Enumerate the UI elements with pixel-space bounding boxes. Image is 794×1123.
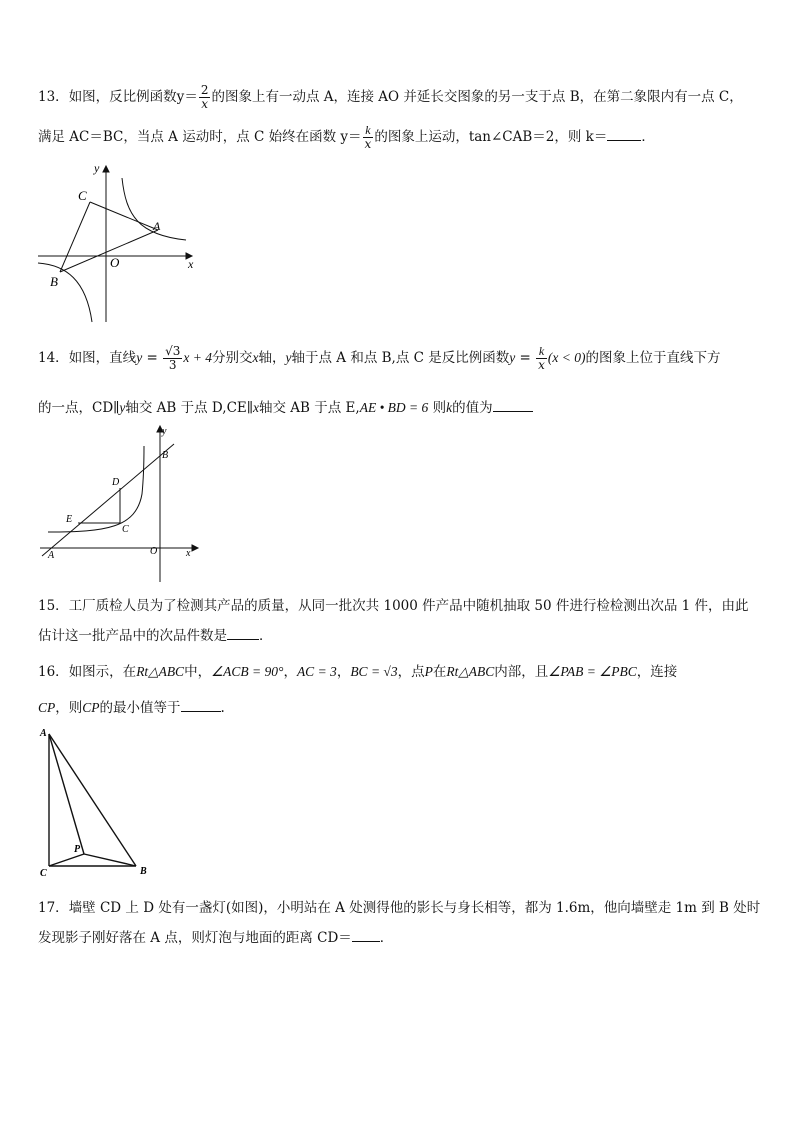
q14-label-E: E	[66, 514, 73, 525]
q16-segment-AP	[49, 734, 84, 854]
q14-label-D: D	[112, 477, 120, 488]
q17-answer-blank[interactable]	[352, 941, 380, 942]
q13-answer-blank[interactable]	[607, 140, 641, 141]
q15-line-1: 15．工厂质检人员为了检测其产品的质量，从同一批次共 1000 件产品中随机抽取 50 件进行检检测出次品 1 件，由此	[38, 598, 749, 614]
q13-label-C: C	[78, 188, 87, 203]
q13-label-x: x	[188, 257, 194, 271]
q15-answer-blank[interactable]	[227, 639, 259, 640]
q16-label-C: C	[40, 868, 47, 879]
q16-label-A: A	[40, 728, 47, 739]
q14-hyperbola	[48, 446, 144, 532]
q13-y-arrow	[103, 166, 109, 172]
q17-number: 17．	[38, 900, 69, 916]
q14-label-A: A	[48, 550, 55, 561]
q17-line-1: 17．墙壁 CD 上 D 处有一盏灯(如图)，小明站在 A 处测得他的影长与身长相等，都为 1.6m，他向墙壁走 1m 到 B 处时	[38, 900, 761, 916]
q14-x-arrow	[192, 545, 198, 551]
q17-line-2: 发现影子刚好落在 A 点，则灯泡与地面的距离 CD＝ ．	[38, 930, 394, 946]
q16-figure	[36, 724, 156, 879]
q13-segment-CA	[90, 202, 158, 230]
q16-segment-PB	[84, 854, 136, 866]
q16-label-P: P	[74, 844, 81, 855]
q13-figure	[36, 160, 196, 325]
q14-line-1: 14．如图，直线y = $\frac{√3}{3}$ x + 4分别交x轴，y轴于点 A 和点 B,点 C 是反比例函数y = $\frac{k}{x}$ (x < 0)的图象上位于直线下方	[38, 344, 721, 372]
q15-number: 15．	[38, 598, 69, 614]
q13-segment-AB	[60, 230, 158, 272]
q16-label-B: B	[140, 866, 147, 877]
q13-hyperbola-q3	[38, 263, 92, 322]
q13-label-y: y	[94, 161, 100, 175]
q14-label-O: O	[150, 546, 158, 557]
q16-segment-PC	[49, 854, 84, 866]
q16-segment-AB	[49, 734, 136, 866]
q14-figure	[36, 424, 206, 584]
q13-line-2: 满足 AC＝BC，当点 A 运动时，点 C 始终在函数 y＝ $\frac{k}{x}$ 的图象上运动，tan∠CAB＝2，则 k＝ ．	[38, 123, 655, 151]
q14-fraction-k-over-x: $\frac{k}{x}$	[538, 344, 545, 372]
q14-answer-blank[interactable]	[493, 411, 533, 412]
q14-fraction-sqrt3-over-3: $\frac{√3}{3}$	[165, 344, 181, 372]
q16-line-2: CP，则CP的最小值等于 .	[38, 700, 225, 716]
q14-label-x: x	[186, 548, 191, 559]
q16-answer-blank[interactable]	[181, 711, 221, 712]
q15-line-2: 估计这一批产品中的次品件数是 ．	[38, 628, 273, 644]
q14-label-B: B	[162, 450, 169, 461]
q14-line-2: 的一点，CD∥y轴交 AB 于点 D,CE∥x轴交 AB 于点 E,AE • BD = 6 则k的值为	[38, 396, 533, 416]
q13-fraction-2-over-x: $\frac{2}{x}$	[200, 83, 209, 111]
q16-number: 16．	[38, 664, 69, 680]
q16-line-1: 16．如图示，在Rt△ABC中，∠ACB = 90°，AC = 3，BC = √3，点P在Rt△ABC内部，且∠PAB = ∠PBC，连接	[38, 664, 678, 680]
q13-label-O: O	[110, 255, 120, 270]
q13-fraction-k-over-x: $\frac{k}{x}$	[364, 123, 372, 151]
q13-line-1: 13．如图，反比例函数y＝ $\frac{2}{x}$ 的图象上有一动点 A，连接 AO 并延长交图象的另一支于点 B，在第二象限内有一点 C，	[38, 83, 743, 111]
q13-number: 13．	[38, 89, 69, 105]
q14-number: 14．	[38, 350, 69, 366]
q14-line-AB	[42, 444, 174, 556]
q13-label-B: B	[50, 274, 58, 289]
q14-label-y: y	[162, 426, 167, 437]
q14-label-C: C	[122, 524, 129, 535]
q13-label-A: A	[153, 219, 161, 233]
